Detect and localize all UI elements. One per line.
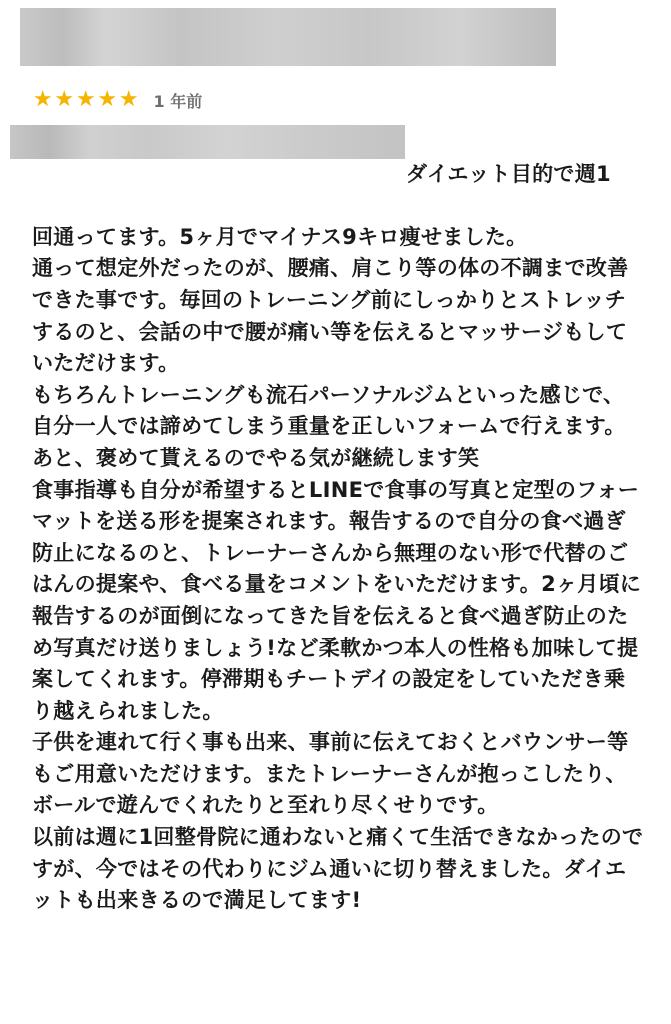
review-date: 1 年前 — [153, 91, 203, 111]
review-text — [32, 127, 644, 917]
star-icon: ★ — [118, 87, 139, 112]
star-icon: ★ — [32, 87, 53, 112]
star-icon: ★ — [54, 87, 75, 112]
redacted-header-image — [20, 8, 556, 66]
rating-row — [32, 86, 202, 114]
star-icon: ★ — [97, 87, 118, 112]
review-text-body: 回通ってます。5ヶ月でマイナス9キロ痩せました。 通って想定外だったのが、腰痛、肩こり等の体の不調まで改善できた事です。毎回のトレーニング前にしっかりとストレッチするのと、会話の中で腰が痛い等を伝えるとマッサージもしていただけます。 もちろんトレーニングも流石パーソナルジムといった感じで、自分一人では諦めてしまう重量を正しいフォームで行えます。あと、褒めて貰えるのでやる気が継続します笑 食事指導も自分が希望するとLINEで食事の写真と定型のフォーマットを送る形を提案されます。報告するので自分の食べ過ぎ防止になるのと、トレーナーさんから無理のない形で代替のごはんの提案や、食べる量をコメントをいただけます。2ヶ月頃に報告するのが面倒になってきた旨を伝えると食べ過ぎ防止のため写真だけ送りましょう!など柔軟かつ本人の性格も加味して提案してくれます。停滞期もチートデイの設定をしていただき乗り越えられました。 子供を連れて行く事も出来、事前に伝えておくとバウンサー等もご用意いただけます。またトレーナーさんが抱っこしたり、ボールで遊んでくれたりと至れり尽くせりです。 以前は週に1回整骨院に通わないと痛くて生活できなかったのですが、今ではその代わりにジム通いに切り替えました。ダイエットも出来きるので満足してます! — [32, 224, 644, 913]
star-icon: ★ — [75, 87, 96, 112]
star-rating — [32, 89, 140, 111]
review-text-first-line: ダイエット目的で週1 — [406, 161, 611, 186]
